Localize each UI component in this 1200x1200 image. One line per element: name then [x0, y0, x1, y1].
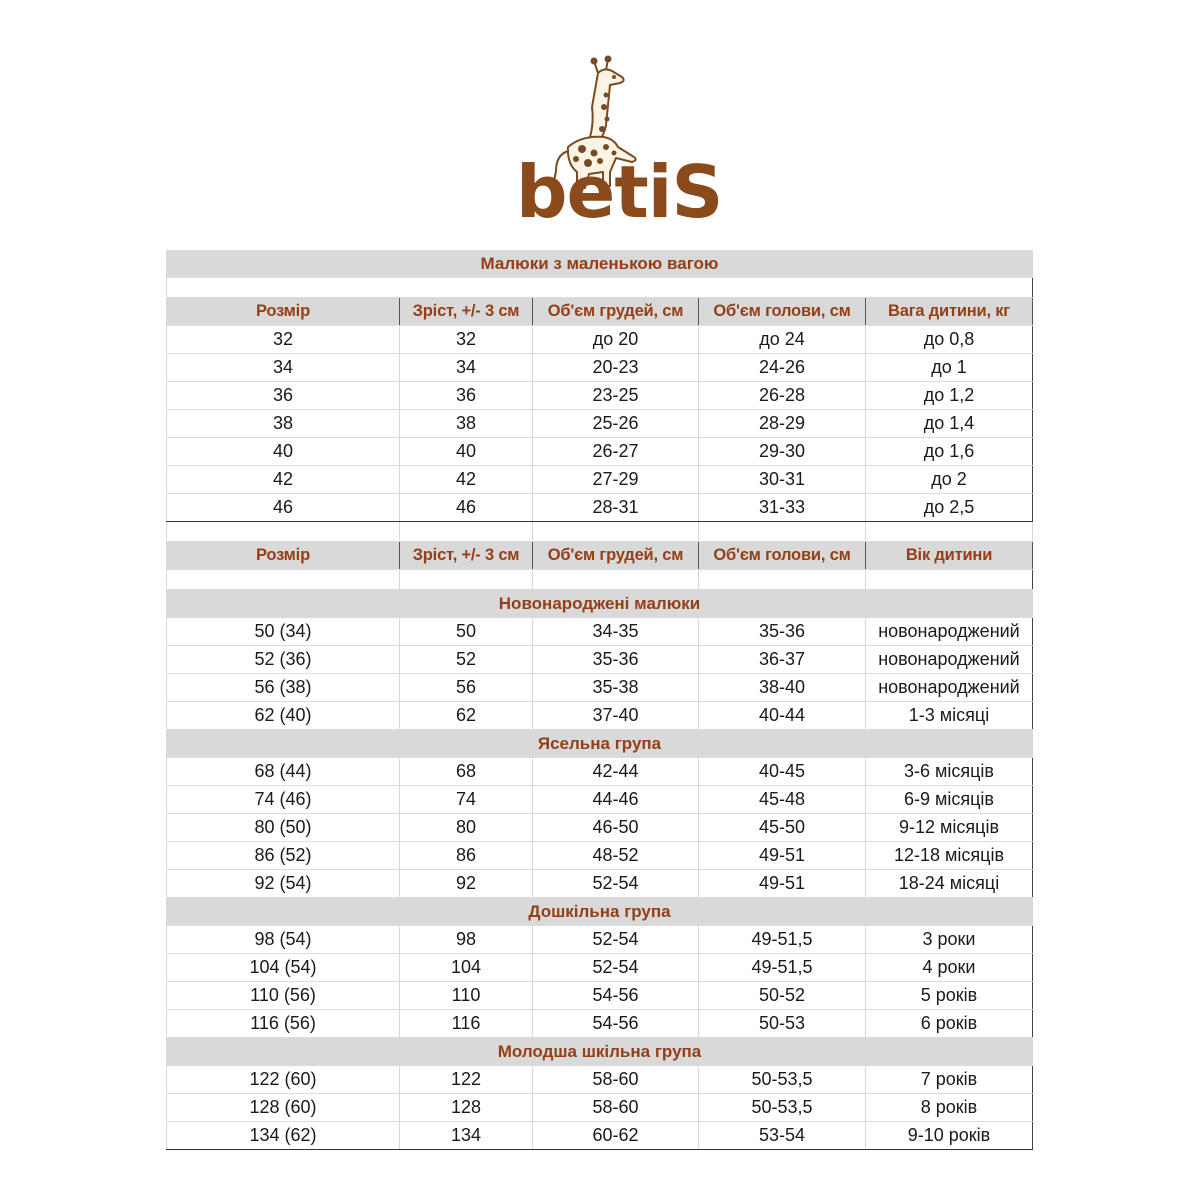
size-row [167, 618, 1033, 646]
header-chest: Об'єм грудей, см [533, 542, 699, 570]
cell-chest: 52-54 [533, 954, 699, 982]
cell-chest: 58-60 [533, 1094, 699, 1122]
cell-head: 49-51,5 [699, 926, 866, 954]
cell-last-col: до 2,5 [866, 494, 1033, 522]
size-row [167, 1122, 1033, 1150]
cell-chest: 58-60 [533, 1066, 699, 1094]
section-header-row [167, 1038, 1033, 1066]
cell-head: 49-51 [699, 870, 866, 898]
cell-last-col: 12-18 місяців [866, 842, 1033, 870]
cell-height: 38 [400, 410, 533, 438]
cell-head: 45-50 [699, 814, 866, 842]
cell-size: 46 [167, 494, 400, 522]
cell-height: 50 [400, 618, 533, 646]
cell-size: 92 (54) [167, 870, 400, 898]
cell-size: 104 (54) [167, 954, 400, 982]
cell-height: 62 [400, 702, 533, 730]
cell-height: 92 [400, 870, 533, 898]
header-head: Об'єм голови, см [699, 298, 866, 326]
cell-last-col: 5 років [866, 982, 1033, 1010]
cell-height: 116 [400, 1010, 533, 1038]
cell-chest: 37-40 [533, 702, 699, 730]
cell-chest: 28-31 [533, 494, 699, 522]
main-header-row [167, 542, 1033, 570]
cell-head: 50-53,5 [699, 1094, 866, 1122]
header-size: Розмір [167, 298, 400, 326]
low-weight-row [167, 494, 1033, 522]
cell-head: 26-28 [699, 382, 866, 410]
size-row [167, 870, 1033, 898]
cell-head: 40-44 [699, 702, 866, 730]
cell-head: 50-53 [699, 1010, 866, 1038]
cell-size: 122 (60) [167, 1066, 400, 1094]
cell-last-col: 6-9 місяців [866, 786, 1033, 814]
section-title: Новонароджені малюки [167, 590, 1033, 618]
cell-last-col: 1-3 місяці [866, 702, 1033, 730]
cell-height: 104 [400, 954, 533, 982]
cell-last-col: новонароджений [866, 646, 1033, 674]
cell-chest: 34-35 [533, 618, 699, 646]
cell-size: 128 (60) [167, 1094, 400, 1122]
cell-chest: 60-62 [533, 1122, 699, 1150]
low-weight-row [167, 438, 1033, 466]
cell-size: 36 [167, 382, 400, 410]
cell-size: 62 (40) [167, 702, 400, 730]
header-weight: Вага дитини, кг [866, 298, 1033, 326]
cell-head: 31-33 [699, 494, 866, 522]
section-title: Ясельна група [167, 730, 1033, 758]
cell-chest: 46-50 [533, 814, 699, 842]
size-row [167, 842, 1033, 870]
size-row [167, 1066, 1033, 1094]
section-title: Дошкільна група [167, 898, 1033, 926]
size-row [167, 982, 1033, 1010]
size-chart-table [166, 250, 1033, 1150]
cell-height: 32 [400, 326, 533, 354]
cell-height: 74 [400, 786, 533, 814]
cell-last-col: 3 роки [866, 926, 1033, 954]
cell-height: 42 [400, 466, 533, 494]
cell-last-col: до 1,2 [866, 382, 1033, 410]
cell-size: 98 (54) [167, 926, 400, 954]
cell-head: 35-36 [699, 618, 866, 646]
low-weight-title-row [167, 250, 1033, 278]
cell-height: 56 [400, 674, 533, 702]
cell-chest: 26-27 [533, 438, 699, 466]
cell-last-col: 9-10 років [866, 1122, 1033, 1150]
cell-chest: 23-25 [533, 382, 699, 410]
size-row [167, 1094, 1033, 1122]
cell-size: 42 [167, 466, 400, 494]
cell-chest: 42-44 [533, 758, 699, 786]
cell-chest: 35-38 [533, 674, 699, 702]
cell-chest: 52-54 [533, 870, 699, 898]
cell-last-col: новонароджений [866, 618, 1033, 646]
cell-last-col: 3-6 місяців [866, 758, 1033, 786]
cell-head: 29-30 [699, 438, 866, 466]
cell-height: 40 [400, 438, 533, 466]
cell-chest: 20-23 [533, 354, 699, 382]
cell-height: 98 [400, 926, 533, 954]
size-row [167, 1010, 1033, 1038]
cell-size: 32 [167, 326, 400, 354]
cell-head: 30-31 [699, 466, 866, 494]
cell-chest: до 20 [533, 326, 699, 354]
size-row [167, 814, 1033, 842]
cell-chest: 25-26 [533, 410, 699, 438]
cell-last-col: до 0,8 [866, 326, 1033, 354]
cell-last-col: 6 років [866, 1010, 1033, 1038]
low-weight-row [167, 326, 1033, 354]
cell-chest: 52-54 [533, 926, 699, 954]
header-size: Розмір [167, 542, 400, 570]
blank-row [167, 570, 1033, 590]
size-row [167, 702, 1033, 730]
section-title: Молодша шкільна група [167, 1038, 1033, 1066]
cell-size: 38 [167, 410, 400, 438]
cell-head: 38-40 [699, 674, 866, 702]
cell-last-col: до 1 [866, 354, 1033, 382]
section-header-row [167, 590, 1033, 618]
size-chart-body [167, 250, 1033, 1150]
blank-row [167, 522, 1033, 542]
cell-size: 134 (62) [167, 1122, 400, 1150]
blank-row [167, 278, 1033, 298]
section-header-row [167, 730, 1033, 758]
low-weight-row [167, 354, 1033, 382]
cell-head: 45-48 [699, 786, 866, 814]
cell-last-col: 4 роки [866, 954, 1033, 982]
brand-name: betiS [516, 150, 723, 234]
size-row [167, 786, 1033, 814]
cell-head: 36-37 [699, 646, 866, 674]
low-weight-row [167, 466, 1033, 494]
cell-head: до 24 [699, 326, 866, 354]
header-height: Зріст, +/- 3 см [400, 542, 533, 570]
cell-height: 52 [400, 646, 533, 674]
cell-height: 110 [400, 982, 533, 1010]
cell-head: 50-52 [699, 982, 866, 1010]
cell-head: 40-45 [699, 758, 866, 786]
size-row [167, 758, 1033, 786]
cell-height: 68 [400, 758, 533, 786]
cell-size: 52 (36) [167, 646, 400, 674]
cell-height: 36 [400, 382, 533, 410]
cell-chest: 35-36 [533, 646, 699, 674]
low-weight-title: Малюки з маленькою вагою [167, 250, 1033, 278]
cell-last-col: до 1,4 [866, 410, 1033, 438]
cell-size: 50 (34) [167, 618, 400, 646]
cell-chest: 54-56 [533, 982, 699, 1010]
cell-size: 74 (46) [167, 786, 400, 814]
cell-last-col: 18-24 місяці [866, 870, 1033, 898]
cell-head: 50-53,5 [699, 1066, 866, 1094]
cell-chest: 54-56 [533, 1010, 699, 1038]
cell-height: 128 [400, 1094, 533, 1122]
cell-height: 46 [400, 494, 533, 522]
low-weight-header-row [167, 298, 1033, 326]
low-weight-row [167, 382, 1033, 410]
cell-size: 56 (38) [167, 674, 400, 702]
cell-last-col: до 1,6 [866, 438, 1033, 466]
cell-last-col: новонароджений [866, 674, 1033, 702]
cell-last-col: 7 років [866, 1066, 1033, 1094]
cell-head: 24-26 [699, 354, 866, 382]
size-row [167, 646, 1033, 674]
cell-head: 28-29 [699, 410, 866, 438]
cell-size: 116 (56) [167, 1010, 400, 1038]
cell-size: 68 (44) [167, 758, 400, 786]
cell-last-col: 9-12 місяців [866, 814, 1033, 842]
header-chest: Об'єм грудей, см [533, 298, 699, 326]
cell-height: 80 [400, 814, 533, 842]
cell-chest: 48-52 [533, 842, 699, 870]
cell-height: 86 [400, 842, 533, 870]
cell-height: 134 [400, 1122, 533, 1150]
cell-size: 80 (50) [167, 814, 400, 842]
cell-size: 40 [167, 438, 400, 466]
header-height: Зріст, +/- 3 см [400, 298, 533, 326]
low-weight-row [167, 410, 1033, 438]
cell-size: 110 (56) [167, 982, 400, 1010]
cell-size: 34 [167, 354, 400, 382]
cell-last-col: до 2 [866, 466, 1033, 494]
section-header-row [167, 898, 1033, 926]
cell-chest: 27-29 [533, 466, 699, 494]
cell-last-col: 8 років [866, 1094, 1033, 1122]
cell-size: 86 (52) [167, 842, 400, 870]
cell-height: 122 [400, 1066, 533, 1094]
header-head: Об'єм голови, см [699, 542, 866, 570]
cell-head: 49-51,5 [699, 954, 866, 982]
size-row [167, 674, 1033, 702]
size-row [167, 954, 1033, 982]
cell-head: 53-54 [699, 1122, 866, 1150]
cell-height: 34 [400, 354, 533, 382]
header-age: Вік дитини [866, 542, 1033, 570]
size-row [167, 926, 1033, 954]
cell-chest: 44-46 [533, 786, 699, 814]
cell-head: 49-51 [699, 842, 866, 870]
